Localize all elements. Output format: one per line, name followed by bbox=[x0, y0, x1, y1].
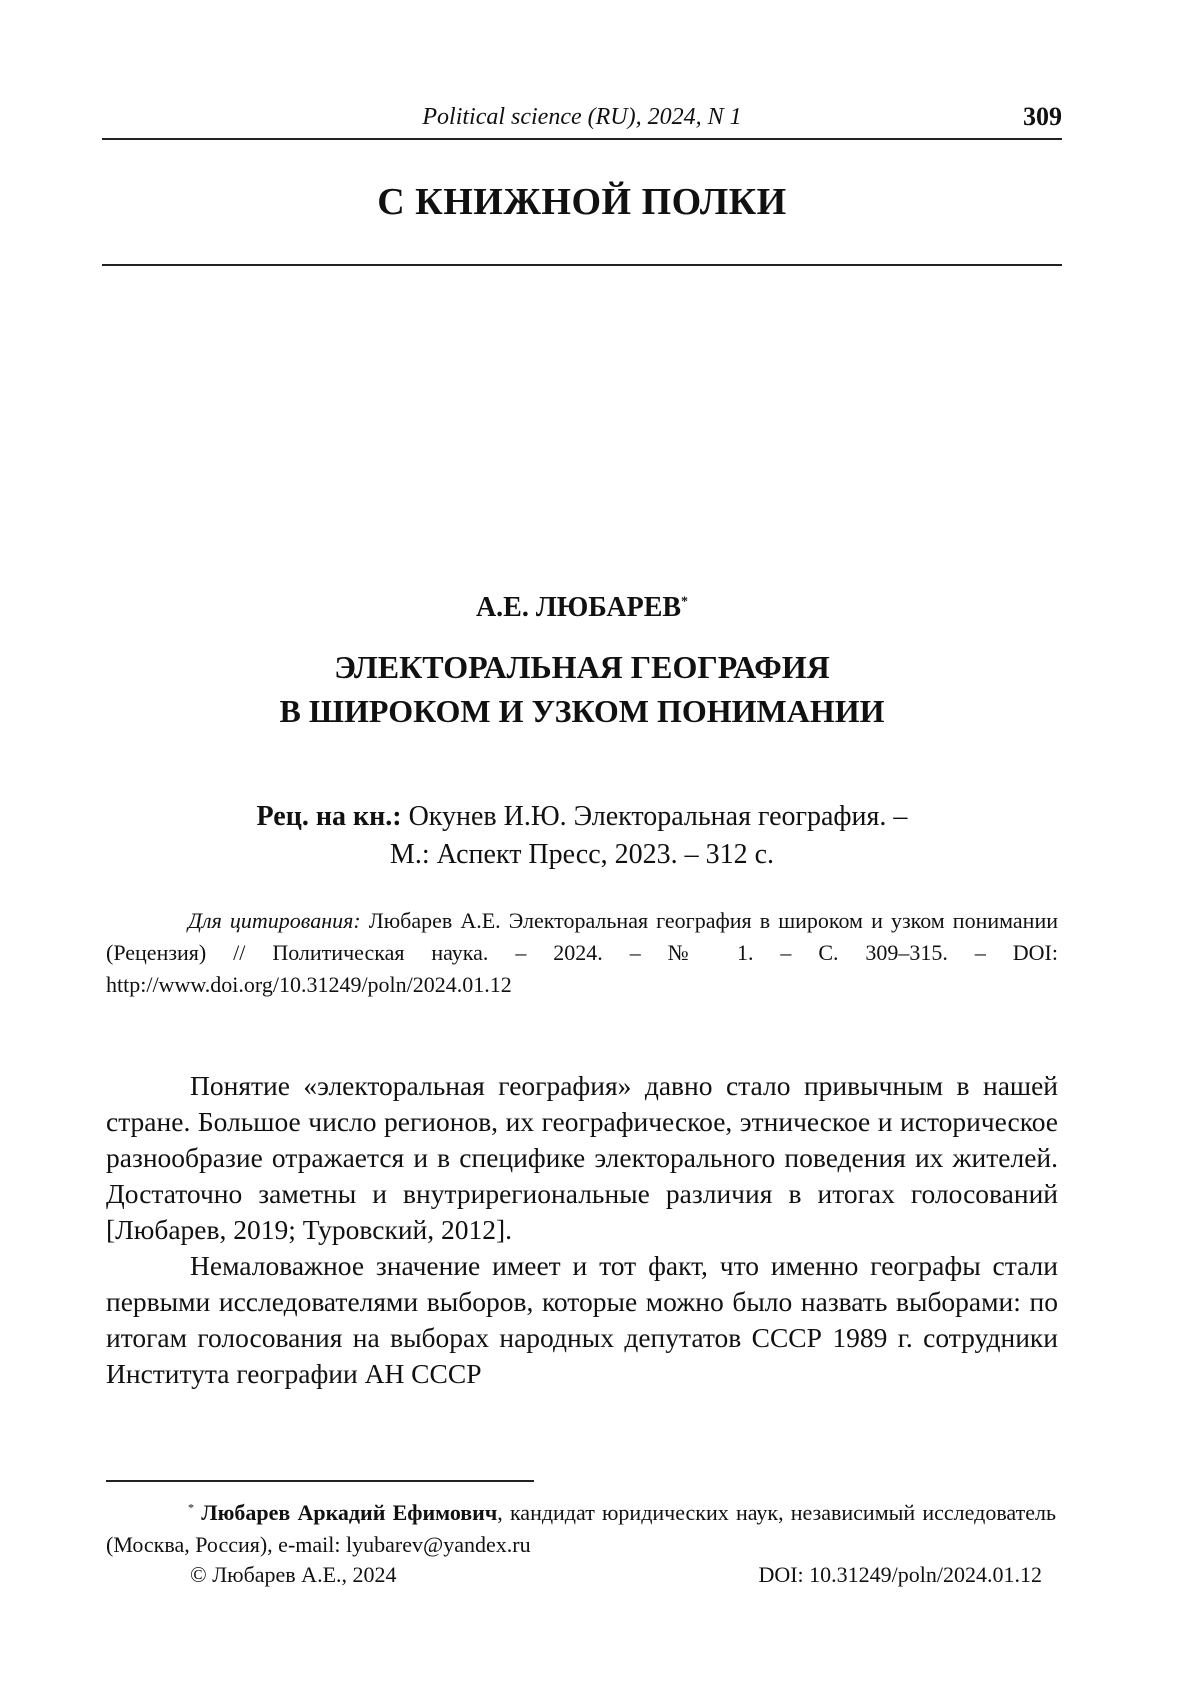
article-title-line-1: ЭЛЕКТОРАЛЬНАЯ ГЕОГРАФИЯ bbox=[334, 649, 830, 685]
journal-name: Political science (RU), 2024, N 1 bbox=[422, 104, 742, 130]
article-body bbox=[106, 1068, 1058, 1392]
section-title: С КНИЖНОЙ ПОЛКИ bbox=[377, 181, 787, 223]
body-paragraph-1: Понятие «электоральная география» давно стало привычным в нашей стране. Большое число регионов, их географическое, этническое и историческое разнообразие отражается и в специфике электорального поведения их жителей. Достаточно заметны и внутрирегиональные различия в итогах голосований [Любарев, 2019; Туровский, 2012]. bbox=[106, 1070, 1058, 1245]
footnote-divider bbox=[106, 1480, 534, 1482]
article-title bbox=[102, 645, 1062, 733]
author-footnote bbox=[106, 1497, 1056, 1561]
doi-notice: DOI: 10.31249/poln/2024.01.12 bbox=[758, 1562, 1042, 1587]
running-header bbox=[102, 100, 1062, 140]
author-name-text: А.Е. ЛЮБАРЕВ bbox=[475, 592, 682, 623]
footnote-mark: * bbox=[188, 1500, 194, 1515]
review-label: Рец. на кн.: bbox=[256, 801, 402, 832]
body-paragraph-2: Немаловажное значение имеет и тот факт, что именно географы стали первыми исследователями выборов, которые можно было назвать выборами: по итогам голосования на выборах народных депутатов СССР 1989 г. сотрудники Института географии АН СССР bbox=[106, 1250, 1058, 1389]
footnote-author-info: , кандидат юридических наук, независимый исследователь (Москва, Россия), e-mail: lyubarev@yandex.ru bbox=[106, 1500, 1056, 1557]
citation-block bbox=[106, 905, 1058, 1001]
page-number: 309 bbox=[1023, 102, 1062, 131]
review-line-2: М.: Аспект Пресс, 2023. – 312 с. bbox=[389, 839, 775, 870]
author-name bbox=[102, 592, 1062, 624]
article-title-line-2: В ШИРОКОМ И УЗКОМ ПОНИМАНИИ bbox=[279, 693, 885, 729]
review-book: Окунев И.Ю. Электоральная география. – bbox=[401, 801, 908, 832]
footnote-author-name: Любарев Аркадий Ефимович bbox=[201, 1500, 498, 1525]
author-footnote-mark: * bbox=[681, 594, 689, 610]
citation-label: Для цитирования: bbox=[188, 908, 361, 933]
section-divider bbox=[102, 264, 1062, 266]
copyright-notice: © Любарев А.Е., 2024 bbox=[190, 1562, 397, 1587]
citation-text: Любарев А.Е. Электоральная география в широком и узком понимании (Рецензия) // Политическая наука. – 2024. – № 1. – С. 309–315. – DOI: http://www.doi.org/10.31249/poln/2024.01.12 bbox=[106, 908, 1058, 997]
review-reference bbox=[102, 798, 1062, 874]
review-line-1 bbox=[102, 798, 1062, 836]
